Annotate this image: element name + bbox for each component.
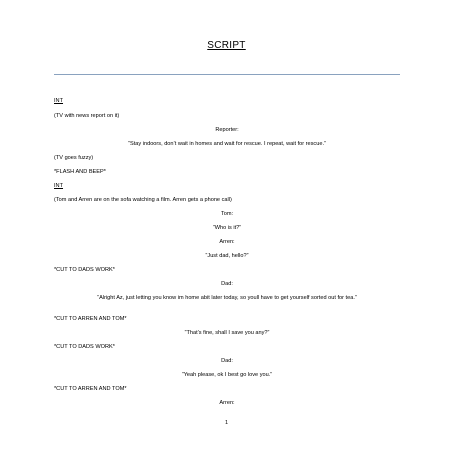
- transition-cue: *CUT TO ARREN AND TOM*: [54, 316, 127, 322]
- transition-cue: *FLASH AND BEEP*: [54, 169, 106, 175]
- character-name: Reporter:: [215, 127, 239, 133]
- title-divider: [54, 74, 400, 75]
- stage-direction: (TV with news report on it): [54, 113, 120, 119]
- dialogue-line: “Who is it?”: [212, 225, 242, 231]
- transition-cue: *CUT TO DADS WORK*: [54, 267, 115, 273]
- dialogue-line: “That’s fine, shall I save you any?”: [184, 330, 270, 336]
- stage-direction: (Tom and Arren are on the sofa watching a film. Arren gets a phone call): [54, 197, 232, 203]
- page-number: 1: [224, 420, 229, 426]
- transition-cue: *CUT TO DADS WORK*: [54, 344, 115, 350]
- dialogue-line: “Just dad, hello?”: [205, 253, 249, 259]
- character-name: Arren:: [219, 239, 235, 245]
- character-name: Dad:: [221, 358, 233, 364]
- dialogue-line: “Alright Az, just letting you know im home abit later today, so youll have to get yourself sorted out for tea.”: [97, 295, 357, 301]
- transition-cue: *CUT TO ARREN AND TOM*: [54, 386, 127, 392]
- dialogue-line: “Stay indoors, don’t wait in homes and wait for rescue. I repeat, wait for rescue.”: [128, 141, 326, 147]
- dialogue-line: “Yeah please, ok I best go love you.”: [181, 372, 273, 378]
- character-name: Arren:: [219, 400, 235, 406]
- document-title: SCRIPT: [207, 40, 246, 51]
- character-name: Dad:: [221, 281, 233, 287]
- scene-heading: INT: [54, 98, 64, 104]
- stage-direction: (TV goes fuzzy): [54, 155, 94, 161]
- character-name: Tom:: [220, 211, 234, 217]
- scene-heading: INT: [54, 183, 64, 189]
